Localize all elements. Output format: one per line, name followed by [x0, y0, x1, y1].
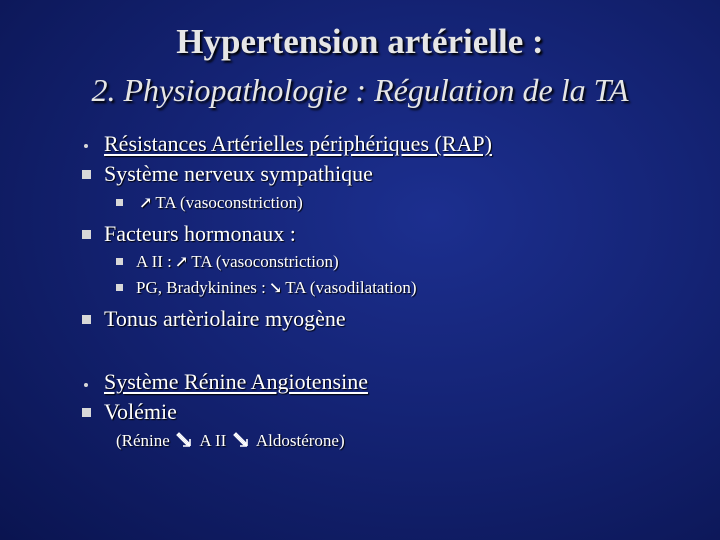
item-hormonaux: Facteurs hormonaux :: [104, 221, 296, 246]
bullet-square-small: [116, 258, 123, 265]
arrow-down-right-icon: ↘: [268, 280, 283, 297]
chain-renine: (Rénine: [116, 431, 170, 450]
item-rap: Résistances Artérielles périphériques (RAP): [104, 131, 492, 156]
bullet-dot: [84, 383, 88, 387]
slide-subtitle: 2. Physiopathologie : Régulation de la TA: [91, 72, 629, 108]
bullet-square-small: [116, 199, 123, 206]
item-tonus: Tonus artèriolaire myogène: [104, 306, 346, 331]
item-volemie: Volémie: [104, 399, 177, 424]
item-sympathique: Système nerveux sympathique: [104, 161, 373, 186]
bullet-square: [82, 230, 91, 239]
hollow-arrow-icon: [233, 432, 251, 448]
subitem-a2-suffix: TA (vasoconstriction): [191, 252, 339, 271]
subitem-a2-prefix: A II :: [136, 252, 172, 271]
slide-title: Hypertension artérielle :: [176, 22, 544, 61]
chain-aldosterone: Aldostérone): [255, 431, 345, 450]
chain-renine-aldosterone: [116, 431, 345, 451]
bullet-square-small: [116, 284, 123, 291]
bullet-square: [82, 315, 91, 324]
subitem-pg-suffix: TA (vasodilatation): [285, 278, 417, 297]
item-sra: Système Rénine Angiotensine: [104, 369, 368, 394]
arrow-up-right-icon: ↗: [139, 195, 153, 212]
subitem-pg-prefix: PG, Bradykinines :: [136, 278, 266, 297]
arrow-up-right-icon: ↗: [174, 254, 189, 271]
bullet-dot: [84, 144, 88, 148]
bullet-square: [82, 170, 91, 179]
chain-a2: A II: [199, 431, 227, 450]
subitem-a2: [136, 252, 339, 272]
bullet-square: [82, 408, 91, 417]
subitem-sympathique: [136, 193, 303, 213]
hollow-arrow-icon: [176, 432, 194, 448]
subitem-pg: [136, 278, 417, 298]
subitem-sympathique-text: TA (vasoconstriction): [155, 193, 303, 212]
